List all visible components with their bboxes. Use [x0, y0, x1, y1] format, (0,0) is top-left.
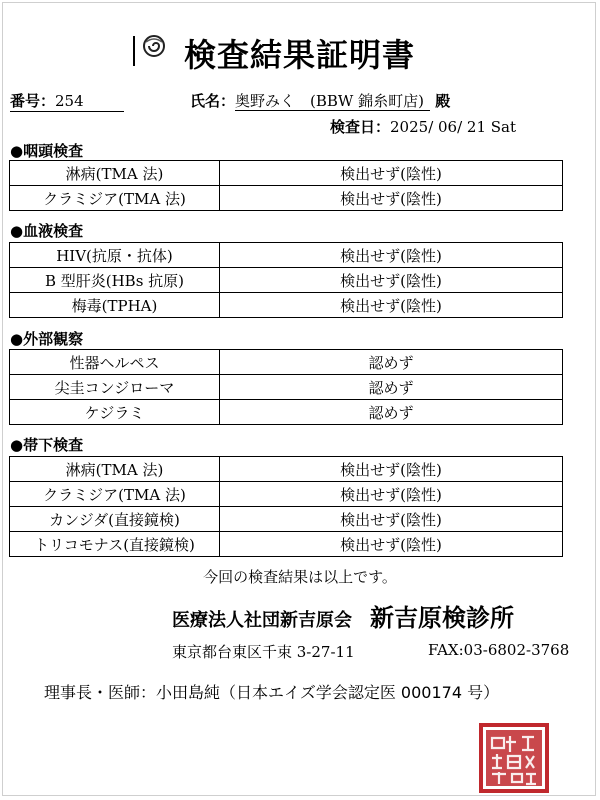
- table-row: [10, 350, 563, 375]
- date-label: 検査日：: [330, 118, 391, 136]
- test-item: 梅毒(TPHA): [10, 293, 220, 318]
- section-heading-throat: ●咽頭検査: [10, 142, 84, 160]
- date-value: 2025/ 06/ 21 Sat: [390, 118, 517, 136]
- table-row: [10, 268, 563, 293]
- table-row: [10, 186, 563, 211]
- spiral-logo-icon: [142, 34, 166, 58]
- test-result: 認めず: [220, 375, 563, 400]
- table-row: [10, 457, 563, 482]
- test-item: 尖圭コンジローマ: [10, 375, 220, 400]
- test-item: HIV(抗原・抗体): [10, 243, 220, 268]
- name-suffix: 殿: [435, 92, 451, 110]
- clinic-name: 新吉原検診所: [370, 604, 514, 632]
- red-seal-stamp: [478, 722, 550, 794]
- test-result: 認めず: [220, 350, 563, 375]
- number-value: 254: [55, 92, 84, 110]
- test-item: 淋病(TMA 法): [10, 457, 220, 482]
- clinic-line: [172, 598, 514, 633]
- number-label: 番号：: [10, 92, 56, 110]
- test-result: 検出せず(陰性): [220, 482, 563, 507]
- results-table-throat: [9, 160, 563, 211]
- section-heading-discharge: ●帯下検査: [10, 436, 84, 454]
- test-item: B 型肝炎(HBs 抗原): [10, 268, 220, 293]
- table-row: [10, 243, 563, 268]
- test-item: ケジラミ: [10, 400, 220, 425]
- test-result: 検出せず(陰性): [220, 186, 563, 211]
- test-date: [330, 116, 516, 137]
- section-heading-blood: ●血液検査: [10, 222, 84, 240]
- table-row: [10, 375, 563, 400]
- table-row: [10, 293, 563, 318]
- test-result: 検出せず(陰性): [220, 457, 563, 482]
- results-table-blood: [9, 242, 563, 318]
- test-item: クラミジア(TMA 法): [10, 186, 220, 211]
- section-heading-external: ●外部観察: [10, 330, 84, 348]
- test-item: 性器ヘルペス: [10, 350, 220, 375]
- test-result: 検出せず(陰性): [220, 161, 563, 186]
- test-item: カンジダ(直接鏡検): [10, 507, 220, 532]
- test-result: 検出せず(陰性): [220, 507, 563, 532]
- patient-name: [190, 90, 450, 111]
- test-result: 検出せず(陰性): [220, 532, 563, 557]
- test-result: 検出せず(陰性): [220, 268, 563, 293]
- results-table-external: [9, 349, 563, 425]
- results-table-discharge: [9, 456, 563, 557]
- clinic-organization: 医療法人社団新吉原会: [172, 610, 352, 631]
- clinic-fax: FAX:03-6802-3768: [428, 641, 570, 659]
- table-row: [10, 507, 563, 532]
- test-item: トリコモナス(直接鏡検): [10, 532, 220, 557]
- director-signature: 理事長・医師：小田島純（日本エイズ学会認定医 000174 号）: [44, 683, 500, 702]
- table-row: [10, 400, 563, 425]
- certificate-number: [10, 90, 124, 112]
- test-item: クラミジア(TMA 法): [10, 482, 220, 507]
- test-result: 認めず: [220, 400, 563, 425]
- name-label: 氏名：: [190, 92, 236, 110]
- test-result: 検出せず(陰性): [220, 293, 563, 318]
- title-bar: [133, 36, 135, 66]
- name-value: 奥野みく (BBW 錦糸町店): [235, 92, 430, 111]
- table-row: [10, 482, 563, 507]
- table-row: [10, 161, 563, 186]
- clinic-address: 東京都台東区千束 3-27-11: [172, 643, 355, 661]
- test-item: 淋病(TMA 法): [10, 161, 220, 186]
- table-row: [10, 532, 563, 557]
- closing-statement: 今回の検査結果は以上です。: [203, 568, 397, 586]
- title-block: [0, 28, 600, 74]
- test-result: 検出せず(陰性): [220, 243, 563, 268]
- document-title: 検査結果証明書: [184, 36, 416, 74]
